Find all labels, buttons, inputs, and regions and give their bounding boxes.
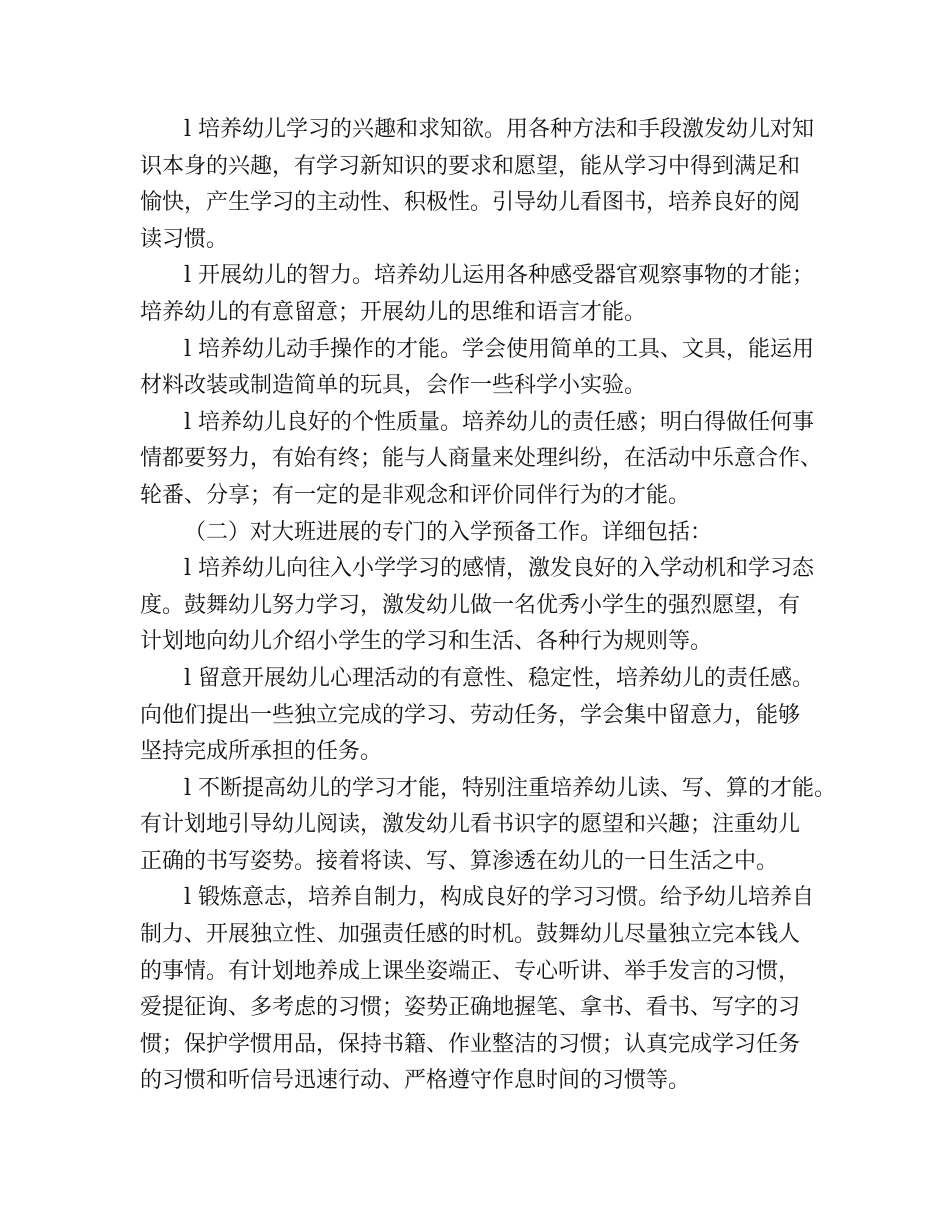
text-line: 的习惯和听信号迅速行动、严格遵守作息时间的习惯等。: [140, 1068, 691, 1094]
text-line: 爱提征询、多考虑的习惯；姿势正确地握笔、拿书、看书、写字的习: [140, 995, 801, 1021]
text-line: l 培养幼儿动手操作的才能。学会使用简单的工具、文具，能运用: [184, 336, 815, 362]
text-line: l 锻炼意志，培养自制力，构成良好的学习习惯。给予幼儿培养自: [184, 885, 815, 911]
text-line: 轮番、分享；有一定的是非观念和评价同伴行为的才能。: [140, 482, 691, 508]
text-line: 情都要努力，有始有终；能与人商量来处理纠纷，在活动中乐意合作、: [140, 446, 823, 472]
text-line: 度。鼓舞幼儿努力学习，激发幼儿做一名优秀小学生的强烈愿望，有: [140, 592, 801, 618]
text-line: 惯；保护学惯用品，保持书籍、作业整洁的习惯；认真完成学习任务: [140, 1031, 801, 1057]
text-line: l 留意开展幼儿心理活动的有意性、稳定性，培养幼儿的责任感。: [184, 665, 815, 691]
paragraph-intelligence: [140, 258, 830, 331]
text-line: l 培养幼儿学习的兴趣和求知欲。用各种方法和手段激发幼儿对知: [184, 117, 815, 142]
paragraph-personality: [140, 405, 830, 515]
text-line: l 培养幼儿向往入小学学习的感情，激发良好的入学动机和学习态: [184, 556, 815, 582]
section-heading-2: [140, 515, 830, 552]
text-line: 制力、开展独立性、加强责任感的时机。鼓舞幼儿尽量独立完本钱人: [140, 922, 801, 948]
text-line: 识本身的兴趣，有学习新知识的要求和愿望，能从学习中得到满足和: [140, 153, 801, 179]
paragraph-learning-ability: [140, 771, 837, 881]
paragraph-attention: [140, 661, 830, 771]
document-body: [140, 112, 837, 1100]
text-line: 培养幼儿的有意留意；开展幼儿的思维和语言才能。: [140, 299, 647, 325]
text-line: 的事情。有计划地养成上课坐姿端正、专心听讲、举手发言的习惯，: [140, 958, 801, 984]
text-line: l 培养幼儿良好的个性质量。培养幼儿的责任感；明白得做任何事: [184, 409, 815, 435]
paragraph-willpower: [140, 880, 830, 1100]
paragraph-school-feeling: [140, 551, 830, 661]
text-line: 愉快，产生学习的主动性、积极性。引导幼儿看图书，培养良好的阅: [140, 190, 801, 216]
text-line: 正确的书写姿势。接着将读、写、算渗透在幼儿的一日生活之中。: [140, 848, 779, 874]
text-line: 向他们提出一些独立完成的学习、劳动任务，学会集中留意力，能够: [140, 702, 801, 728]
text-line: l 开展幼儿的智力。培养幼儿运用各种感受器官观察事物的才能；: [184, 263, 815, 289]
text-line: 材料改装或制造简单的玩具，会作一些科学小实验。: [140, 373, 647, 399]
text-line: 计划地向幼儿介绍小学生的学习和生活、各种行为规则等。: [140, 629, 713, 655]
text-line: 有计划地引导幼儿阅读，激发幼儿看书识字的愿望和兴趣；注重幼儿: [140, 812, 801, 838]
section-heading: （二）对大班进展的专门的入学预备工作。详细包括：: [184, 519, 713, 545]
text-line: 坚持完成所承担的任务。: [140, 739, 383, 765]
text-line: l 不断提高幼儿的学习才能，特别注重培养幼儿读、写、算的才能。: [184, 775, 837, 801]
text-line: 读习惯。: [140, 226, 229, 252]
paragraph-interest: [140, 112, 830, 258]
paragraph-hands-on: [140, 332, 830, 405]
